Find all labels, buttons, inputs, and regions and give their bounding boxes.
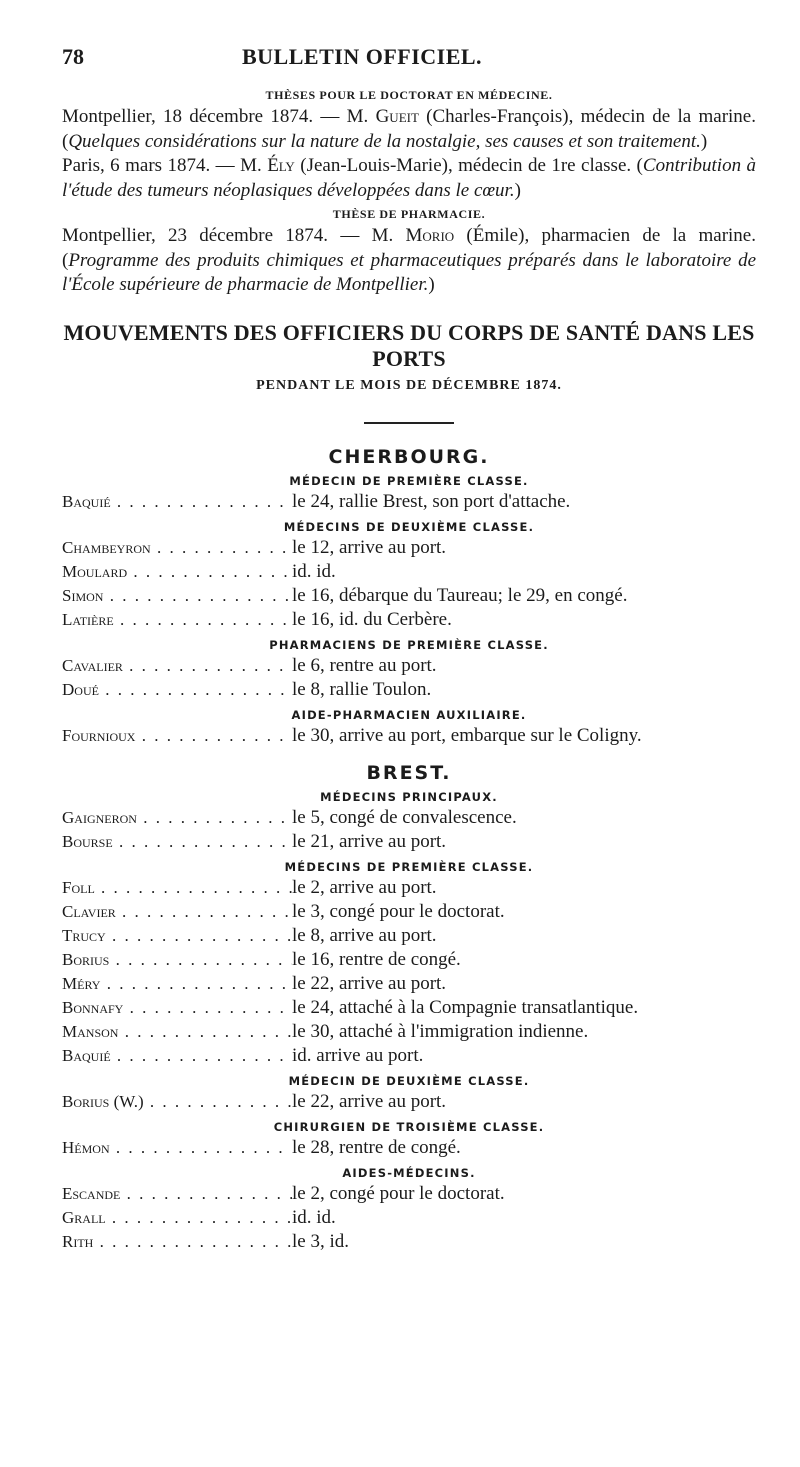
officer-name: Bonnafy . . . bbox=[62, 996, 292, 1020]
thesis-entry-morio: Montpellier, 23 décembre 1874. — M. Morio (Émile), pharmacien de la marine. (Programme des produits chimiques et pharmaceutiques préparés dans le laboratoire de l'École supérieure de pharmacie de Montpellier.) bbox=[62, 225, 756, 295]
movement-row bbox=[62, 678, 756, 702]
movement-row bbox=[62, 996, 756, 1020]
pharmacy-thesis-heading: THÈSE DE PHARMACIE. bbox=[332, 207, 486, 221]
cherbourg-list bbox=[62, 474, 756, 748]
brest-list bbox=[62, 790, 756, 1254]
category-heading: PHARMACIENS DE PREMIÈRE CLASSE. bbox=[269, 637, 549, 652]
movement-row bbox=[62, 560, 756, 584]
movement-text: le 2, congé pour le doctorat. bbox=[292, 1182, 505, 1204]
category-heading: MÉDECIN DE DEUXIÈME CLASSE. bbox=[288, 1073, 530, 1088]
movement-row bbox=[62, 1206, 756, 1230]
movement-row bbox=[62, 1090, 756, 1114]
movement-text: le 5, congé de convalescence. bbox=[292, 806, 517, 828]
movement-row bbox=[62, 1020, 756, 1044]
movement-row bbox=[62, 1044, 756, 1068]
page bbox=[62, 44, 756, 1254]
movement-text: le 24, rallie Brest, son port d'attache. bbox=[292, 490, 571, 512]
movement-text: le 2, arrive au port. bbox=[292, 876, 437, 898]
page-number: 78 bbox=[62, 44, 84, 69]
movement-row bbox=[62, 1136, 756, 1160]
movement-row bbox=[62, 608, 756, 632]
officer-name: Latière . . . bbox=[62, 608, 292, 632]
officer-name: Foll . . . bbox=[62, 876, 292, 900]
thesis-entry-gueit: Montpellier, 18 décembre 1874. — M. Gueit (Charles-François), médecin de la marine. (Quelques considérations sur la nature de la nostalgie, ses causes et son traitement.) bbox=[62, 106, 756, 152]
port-heading-brest: BREST. bbox=[366, 761, 452, 784]
movement-row bbox=[62, 654, 756, 678]
officer-name: Baquié . . . bbox=[62, 1044, 292, 1068]
movement-text: le 12, arrive au port. bbox=[292, 536, 447, 558]
officer-name: Doué . . . bbox=[62, 678, 292, 702]
movement-text: le 16, débarque du Taureau; le 29, en congé. bbox=[292, 584, 628, 606]
movement-text: le 3, congé pour le doctorat. bbox=[292, 900, 505, 922]
category-heading: MÉDECINS DE PREMIÈRE CLASSE. bbox=[284, 859, 534, 874]
category-heading: AIDES-MÉDECINS. bbox=[342, 1165, 476, 1180]
officer-name: Borius . . . bbox=[62, 948, 292, 972]
officer-name: Rith . . . bbox=[62, 1230, 292, 1254]
movements-title: MOUVEMENTS DES OFFICIERS DU CORPS DE SANTÉ DANS LES PORTS bbox=[63, 319, 755, 371]
officer-name: Bourse . . . bbox=[62, 830, 292, 854]
movement-text: le 28, rentre de congé. bbox=[292, 1136, 461, 1158]
category-heading: MÉDECIN DE PREMIÈRE CLASSE. bbox=[289, 473, 529, 488]
category-heading: CHIRURGIEN DE TROISIÈME CLASSE. bbox=[273, 1119, 545, 1134]
movement-text: le 8, rallie Toulon. bbox=[292, 678, 432, 700]
officer-name: Baquié . . . bbox=[62, 490, 292, 514]
movement-row bbox=[62, 1182, 756, 1206]
movement-text: id. id. bbox=[292, 560, 336, 582]
movement-row bbox=[62, 900, 756, 924]
section-divider bbox=[364, 422, 454, 424]
movement-text: id. id. bbox=[292, 1206, 336, 1228]
officer-name: Hémon . . . bbox=[62, 1136, 292, 1160]
officer-name: Grall . . . bbox=[62, 1206, 292, 1230]
officer-name: Moulard . . . bbox=[62, 560, 292, 584]
port-heading-cherbourg: CHERBOURG. bbox=[328, 445, 490, 468]
movement-row bbox=[62, 876, 756, 900]
movement-text: le 30, attaché à l'immigration indienne. bbox=[292, 1020, 589, 1042]
movement-row bbox=[62, 724, 756, 748]
officer-name: Trucy . . . bbox=[62, 924, 292, 948]
category-heading: MÉDECINS PRINCIPAUX. bbox=[320, 789, 498, 804]
category-heading: MÉDECINS DE DEUXIÈME CLASSE. bbox=[283, 519, 535, 534]
movement-text: le 22, arrive au port. bbox=[292, 1090, 447, 1112]
officer-name: Chambeyron . . . bbox=[62, 536, 292, 560]
movement-row bbox=[62, 830, 756, 854]
movement-row bbox=[62, 490, 756, 514]
movement-text: le 24, attaché à la Compagnie transatlantique. bbox=[292, 996, 639, 1018]
movements-subtitle: PENDANT LE MOIS DE DÉCEMBRE 1874. bbox=[256, 377, 562, 393]
movement-row bbox=[62, 948, 756, 972]
movement-row bbox=[62, 972, 756, 996]
movement-text: le 8, arrive au port. bbox=[292, 924, 437, 946]
officer-name: Borius (W.) . . . bbox=[62, 1090, 292, 1114]
movement-text: le 3, id. bbox=[292, 1230, 349, 1252]
category-heading: AIDE-PHARMACIEN AUXILIAIRE. bbox=[291, 707, 527, 722]
officer-name: Simon . . . bbox=[62, 584, 292, 608]
page-header bbox=[62, 44, 756, 84]
movement-text: le 22, arrive au port. bbox=[292, 972, 447, 994]
movement-row bbox=[62, 1230, 756, 1254]
movement-text: le 16, id. du Cerbère. bbox=[292, 608, 452, 630]
running-title: BULLETIN OFFICIEL. bbox=[242, 44, 483, 69]
theses-heading: THÈSES POUR LE DOCTORAT EN MÉDECINE. bbox=[265, 88, 553, 102]
officer-name: Fournioux . . . bbox=[62, 724, 292, 748]
officer-name: Cavalier . . . bbox=[62, 654, 292, 678]
movement-row bbox=[62, 536, 756, 560]
movement-text: le 6, rentre au port. bbox=[292, 654, 437, 676]
movement-row bbox=[62, 806, 756, 830]
movement-text: le 30, arrive au port, embarque sur le Coligny. bbox=[292, 724, 642, 746]
officer-name: Manson . . . bbox=[62, 1020, 292, 1044]
movement-text: le 16, rentre de congé. bbox=[292, 948, 461, 970]
officer-name: Méry . . . bbox=[62, 972, 292, 996]
movement-text: le 21, arrive au port. bbox=[292, 830, 447, 852]
officer-name: Escande . . . bbox=[62, 1182, 292, 1206]
officer-name: Gaigneron . . . bbox=[62, 806, 292, 830]
thesis-entry-ely: Paris, 6 mars 1874. — M. Ély (Jean-Louis-Marie), médecin de 1re classe. (Contribution à l'étude des tumeurs néoplasiques développées dans le cœur.) bbox=[62, 155, 757, 201]
movement-row bbox=[62, 924, 756, 948]
movement-text: id. arrive au port. bbox=[292, 1044, 424, 1066]
movement-row bbox=[62, 584, 756, 608]
officer-name: Clavier . . . bbox=[62, 900, 292, 924]
